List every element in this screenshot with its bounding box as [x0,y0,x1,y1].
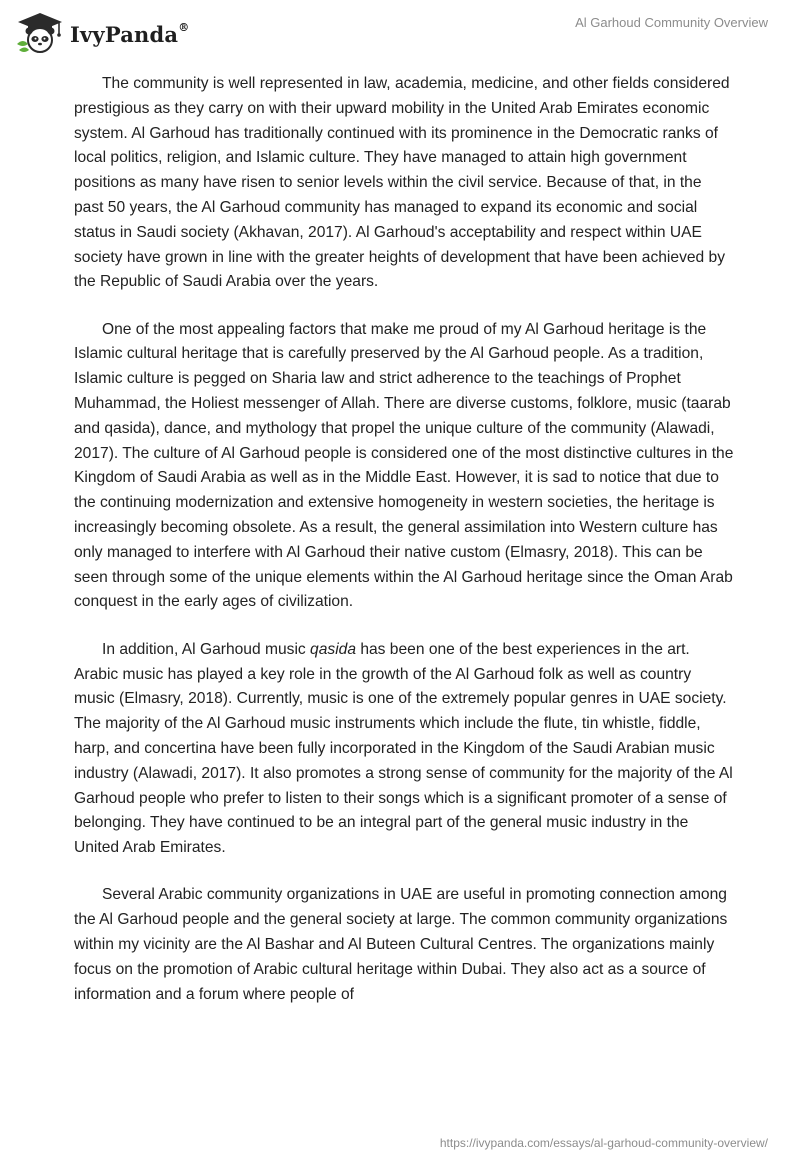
paragraph-2: One of the most appealing factors that make me proud of my Al Garhoud heritage is the Islamic cultural heritage that is carefully preserved by the Al Garhoud people. As a tradition, Islamic culture is pegged on Sharia law and strict adherence to the teachings of Prophet Muhammad, the Holiest messenger of Allah. There are diverse customs, folklore, music (taarab and qasida), dance, and mythology that propel the unique culture of the community (Alawadi, 2017). The culture of Al Garhoud people is considered one of the most distinctive cultures in the Kingdom of Saudi Arabia as well as in the Middle East. However, it is sad to notice that due to the continuing modernization and extensive homogeneity in western societies, the heritage is increasingly becoming obsolete. As a result, the general assimilation into Western culture has only managed to interfere with Al Garhoud their native custom (Elmasry, 2018). This can be seen through some of the unique elements within the Al Garhoud heritage since the Oman Arab conquest in the early ages of civilization. [74,320,734,611]
document-title: Al Garhoud Community Overview [575,15,768,30]
page-header [0,0,800,60]
paragraph-1: The community is well represented in law, academia, medicine, and other fields considered prestigious as they carry on with their upward mobility in the United Arab Emirates economic system. Al Garhoud has traditionally continued with its prominence in the Democratic ranks of local politics, religion, and Islamic culture. They have managed to attain high government positions as many have risen to senior levels within the civil service. Because of that, in the past 50 years, the Al Garhoud community has managed to expand its economic and social status in Saudi society (Akhavan, 2017). Al Garhoud's acceptability and respect within UAE society have grown in line with the greater heights of development that have been achieved by the Republic of Saudi Arabia over the years. [74,75,730,291]
brand-name: IvyPanda® [70,20,190,47]
qasida-emphasis: qasida [310,640,356,658]
source-url[interactable]: https://ivypanda.com/essays/al-garhoud-community-overview/ [439,1136,768,1150]
paragraph-3: In addition, Al Garhoud music qasida has been one of the best experiences in the art. Arabic music has played a key role in the growth of the Al Garhoud folk as well as country music (Elmasry, 2018). Currently, music is one of the extremely popular genres in UAE society. The majority of the Al Garhoud music instruments which include the flute, tin whistle, fiddle, harp, and concertina have been fully incorporated in the Kingdom of the Saudi Arabian music industry (Alawadi, 2017). It also promotes a strong sense of community for the majority of the Al Garhoud people who prefer to listen to their songs which is a significant promoter of a sense of belonging. They have continued to be an integral part of the general music industry in the United Arab Emirates. [74,640,733,857]
essay-body [74,72,734,1030]
ivypanda-logo[interactable] [14,10,189,54]
paragraph-4: Several Arabic community organizations in UAE are useful in promoting connection among the Al Garhoud people and the general society at large. The common community organizations within my vicinity are the Al Bashar and Al Buteen Cultural Centres. The organizations mainly focus on the promotion of Arabic cultural heritage within Dubai. They also act as a source of information and a forum where people of [74,886,728,1003]
panda-graduate-icon [14,10,66,54]
